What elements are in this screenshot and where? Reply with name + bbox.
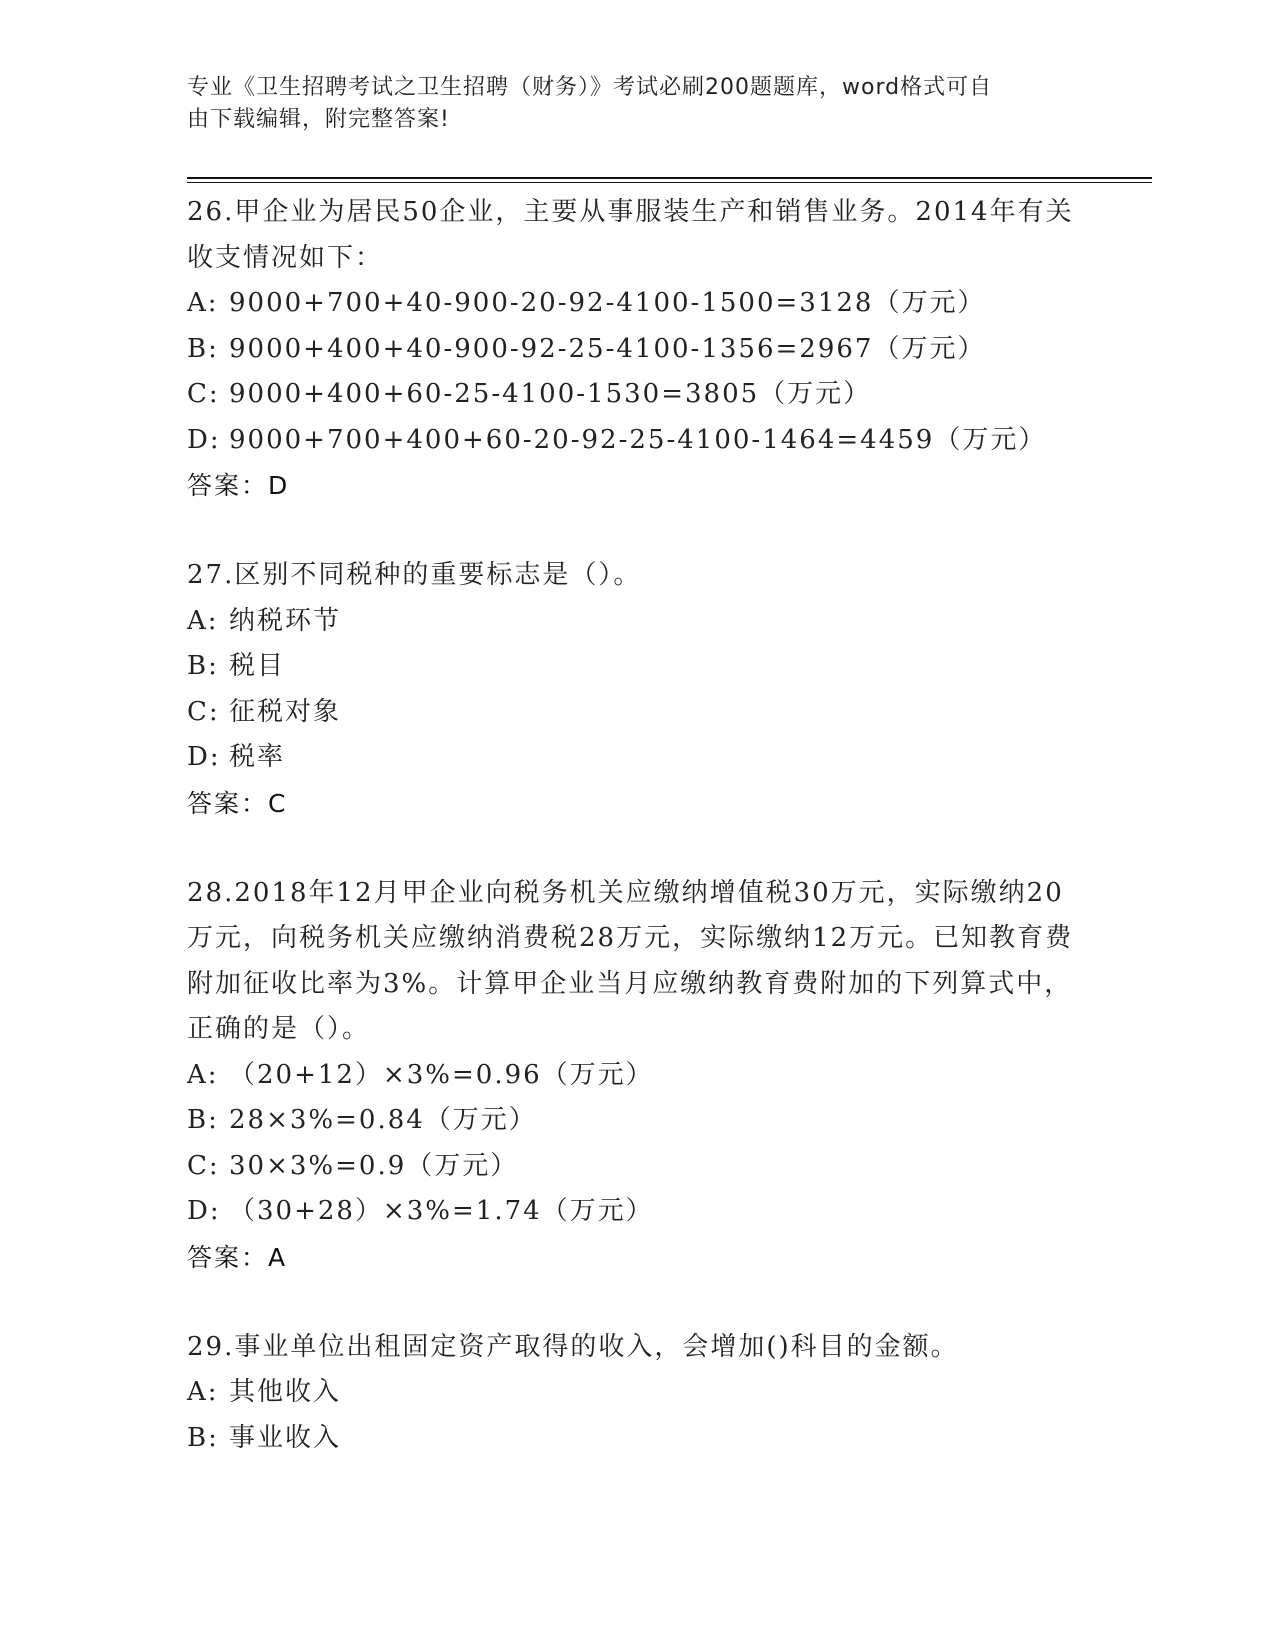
option-letter: A:	[187, 1059, 219, 1090]
option-b	[187, 327, 1077, 373]
header-divider-thin	[187, 182, 1152, 183]
option-text: 税率	[229, 742, 286, 772]
header-divider-thick	[187, 177, 1152, 179]
option-text: 9000+700+40-900-20-92-4100-1500=3128（万元）	[229, 288, 986, 318]
option-text: 征税对象	[229, 696, 342, 727]
option-letter: C:	[187, 1150, 220, 1181]
option-letter: D:	[187, 424, 221, 455]
option-letter: B:	[187, 333, 219, 364]
option-a	[187, 1053, 1077, 1099]
option-letter: B:	[187, 1105, 219, 1135]
option-text: 28×3%=0.84（万元）	[229, 1105, 537, 1135]
question-spacer	[187, 827, 1077, 871]
header-line-2: 由下载编辑，附完整答案!	[187, 107, 450, 132]
question-spacer	[187, 1281, 1077, 1325]
question-29	[187, 1325, 1077, 1462]
option-letter: A:	[187, 605, 219, 636]
option-letter: D:	[187, 1196, 221, 1226]
question-text: 26.甲企业为居民50企业，主要从事服装生产和销售业务。2014年有关收支情况如下：	[187, 197, 1074, 273]
option-c	[187, 372, 1077, 418]
answer-line: 答案：C	[187, 788, 288, 818]
option-text: （30+28）×3%=1.74（万元）	[229, 1196, 654, 1226]
option-text: 9000+400+60-25-4100-1530=3805（万元）	[229, 379, 872, 409]
question-text: 28.2018年12月甲企业向税务机关应缴纳增值税30万元，实际缴纳20万元，向税务机关应缴纳消费税28万元，实际缴纳12万元。已知教育费附加征收比率为3%。计算甲企业当月应缴纳教育费附加的下列算式中，正确的是（）。	[187, 877, 1074, 1044]
question-26	[187, 190, 1077, 509]
option-text: 30×3%=0.9（万元）	[229, 1150, 519, 1181]
answer-line: 答案：D	[187, 471, 290, 500]
header-line-1: 专业《卫生招聘考试之卫生招聘（财务）》考试必刷200题题库，word格式可自	[187, 75, 993, 100]
option-a	[187, 281, 1077, 327]
option-letter: B:	[187, 651, 219, 681]
option-text: （20+12）×3%=0.96（万元）	[229, 1059, 654, 1090]
option-letter: C:	[187, 696, 220, 727]
option-letter: C:	[187, 379, 220, 409]
option-a	[187, 599, 1077, 645]
question-list	[187, 190, 1077, 1461]
option-text: 税目	[229, 651, 286, 681]
option-d	[187, 418, 1077, 464]
option-text: 其他收入	[229, 1377, 342, 1407]
option-c	[187, 1144, 1077, 1190]
option-letter: A:	[187, 1377, 219, 1407]
option-b	[187, 1098, 1077, 1144]
answer-line: 答案：A	[187, 1242, 288, 1272]
option-letter: A:	[187, 288, 219, 318]
option-c	[187, 690, 1077, 736]
option-text: 纳税环节	[229, 605, 342, 636]
option-letter: B:	[187, 1422, 219, 1453]
question-text: 27.区别不同税种的重要标志是（）。	[187, 560, 642, 590]
question-text: 29.事业单位出租固定资产取得的收入，会增加()科目的金额。	[187, 1331, 959, 1362]
question-28	[187, 871, 1077, 1281]
option-d	[187, 1189, 1077, 1235]
option-text: 9000+400+40-900-92-25-4100-1356=2967（万元）	[229, 333, 986, 364]
option-letter: D:	[187, 742, 221, 772]
option-text: 事业收入	[229, 1422, 342, 1453]
option-d	[187, 735, 1077, 781]
option-text: 9000+700+400+60-20-92-25-4100-1464=4459（万元）	[229, 424, 1047, 455]
question-27	[187, 553, 1077, 827]
document-header	[187, 72, 1067, 136]
option-b	[187, 1416, 1077, 1462]
option-a	[187, 1370, 1077, 1416]
question-spacer	[187, 509, 1077, 553]
option-b	[187, 644, 1077, 690]
